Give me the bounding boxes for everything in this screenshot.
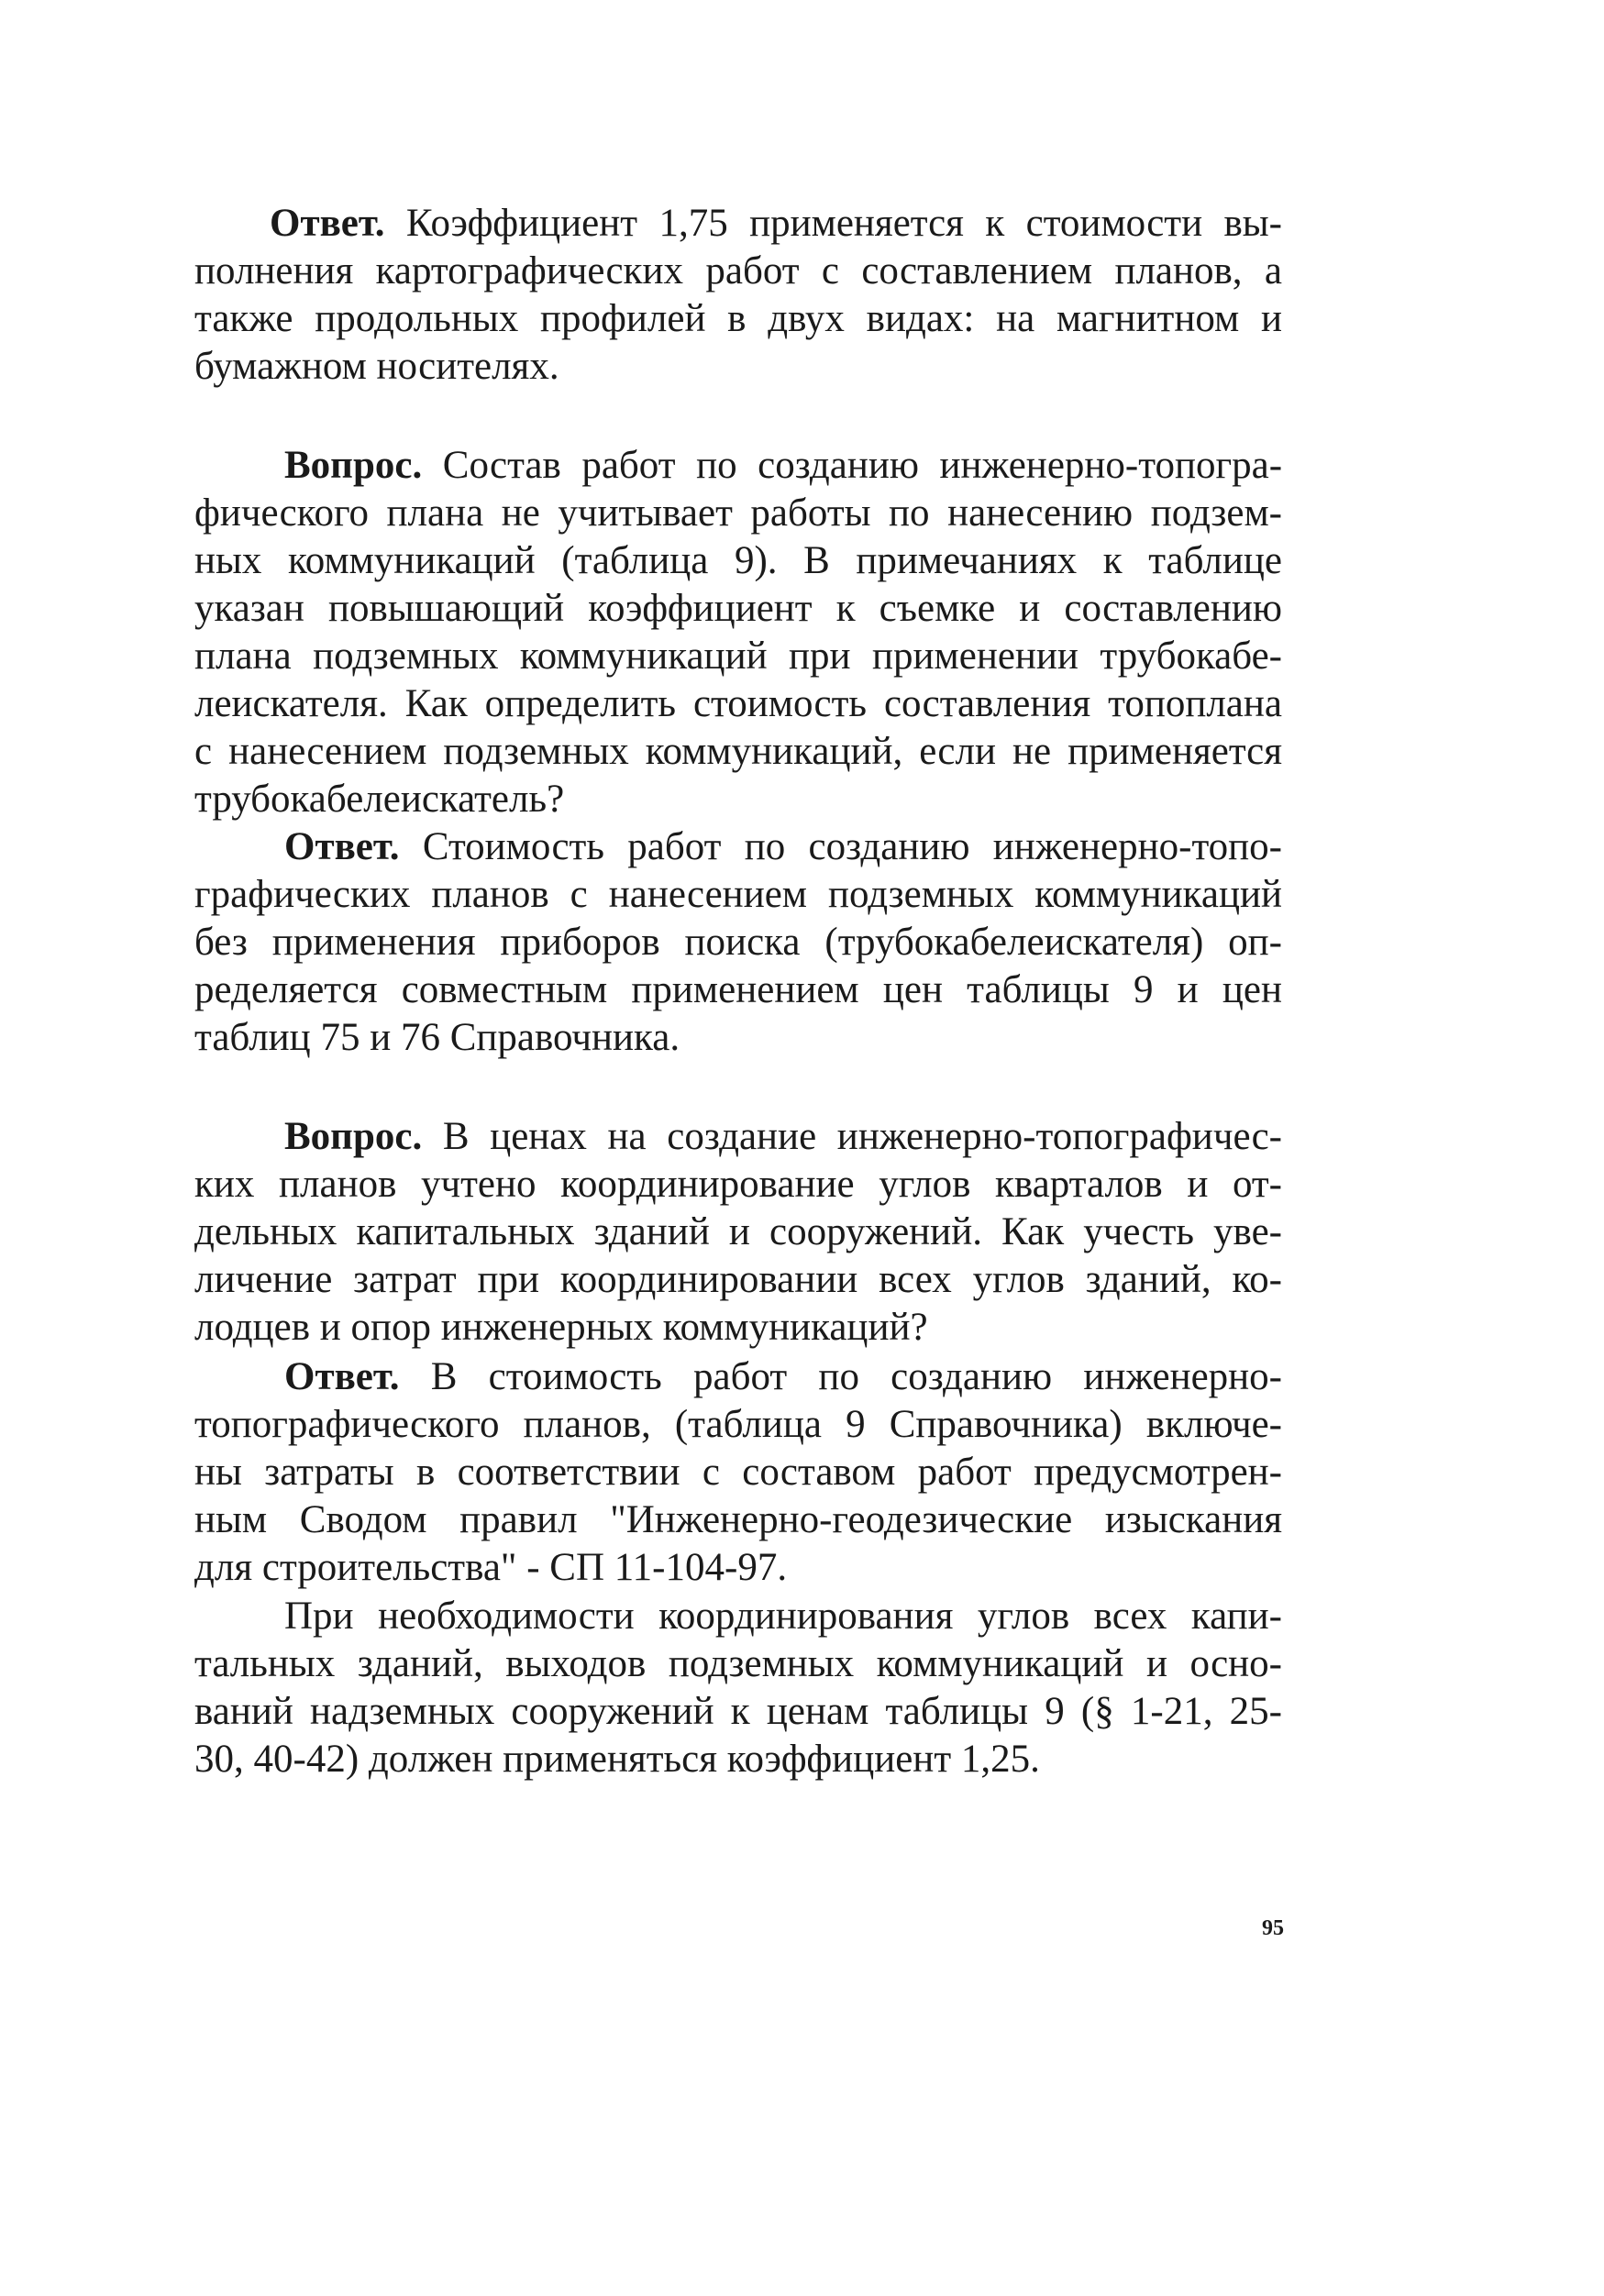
question-label: Вопрос. xyxy=(284,1115,423,1158)
question-paragraph xyxy=(194,442,1282,823)
answer-label: Ответ. xyxy=(284,1355,400,1398)
paragraph-line: также продольных профилей в двух видах: на магнитном и xyxy=(194,297,1282,340)
paragraph-line: полнения картографических работ с составлением планов, а xyxy=(194,249,1282,293)
paragraph-line: графических планов с нанесением подземных коммуникаций xyxy=(194,873,1282,916)
paragraph-line: При необходимости координирования углов всех капи- xyxy=(284,1595,1282,1638)
paragraph-line: леискателя. Как определить стоимость составления топоплана xyxy=(194,682,1282,725)
paragraph-line: ных коммуникаций (таблица 9). В примечаниях к таблице xyxy=(194,539,1282,582)
paragraph-line: бумажном носителях. xyxy=(194,345,559,388)
paragraph-line: таблиц 75 и 76 Справочника. xyxy=(194,1016,680,1059)
paragraph-line: указан повышающий коэффициент к съемке и составлению xyxy=(194,587,1282,630)
paragraph-line: Ответ. В стоимость работ по созданию инженерно- xyxy=(284,1355,1283,1398)
paragraph-line: топографического планов, (таблица 9 Справочника) включе- xyxy=(194,1403,1282,1446)
paragraph-line: трубокабелеискатель? xyxy=(194,778,565,821)
answer-paragraph xyxy=(194,200,1282,391)
answer-label: Ответ. xyxy=(284,825,400,868)
paragraph-line: Вопрос. Состав работ по созданию инженерно-топогра- xyxy=(284,444,1283,487)
paragraph-line: лодцев и опор инженерных коммуникаций? xyxy=(194,1306,928,1349)
paragraph-line: 30, 40-42) должен применяться коэффициент 1,25. xyxy=(194,1738,1040,1781)
answer-label: Ответ. xyxy=(270,202,385,245)
paragraph-line: фического плана не учитывает работы по нанесению подзем- xyxy=(194,491,1282,535)
paragraph-line: дельных капитальных зданий и сооружений. Как учесть уве- xyxy=(194,1210,1282,1253)
paragraph-line: Вопрос. В ценах на создание инженерно-топографичес- xyxy=(284,1115,1283,1158)
paragraph-line: ны затраты в соответствии с составом работ предусмотрен- xyxy=(194,1451,1282,1494)
question-paragraph xyxy=(194,1113,1282,1352)
paragraph-line: ваний надземных сооружений к ценам таблицы 9 (§ 1-21, 25- xyxy=(194,1690,1282,1733)
paragraph-line: тальных зданий, выходов подземных коммуникаций и осно- xyxy=(194,1642,1282,1685)
paragraph-line: плана подземных коммуникаций при применении трубокабе- xyxy=(194,635,1282,678)
paragraph-line: без применения приборов поиска (трубокабелеискателя) оп- xyxy=(194,921,1282,964)
paragraph-line: ких планов учтено координирование углов кварталов и от- xyxy=(194,1163,1282,1206)
paragraph-line: с нанесением подземных коммуникаций, если не применяется xyxy=(194,730,1282,773)
paragraph-line: ределяется совместным применением цен таблицы 9 и цен xyxy=(194,968,1282,1011)
body-paragraph xyxy=(194,1593,1282,1783)
paragraph-line: Ответ. Коэффициент 1,75 применяется к стоимости вы- xyxy=(270,202,1283,245)
paragraph-line: ным Сводом правил "Инженерно-геодезические изыскания xyxy=(194,1498,1282,1541)
paragraph-line: личение затрат при координировании всех углов зданий, ко- xyxy=(194,1258,1282,1301)
answer-paragraph xyxy=(194,823,1282,1062)
answer-paragraph xyxy=(194,1353,1282,1592)
paragraph-line: для строительства" - СП 11-104-97. xyxy=(194,1546,788,1589)
paragraph-line: Ответ. Стоимость работ по созданию инженерно-топо- xyxy=(284,825,1283,868)
question-label: Вопрос. xyxy=(284,444,423,487)
page-number: 95 xyxy=(1262,1916,1284,1940)
